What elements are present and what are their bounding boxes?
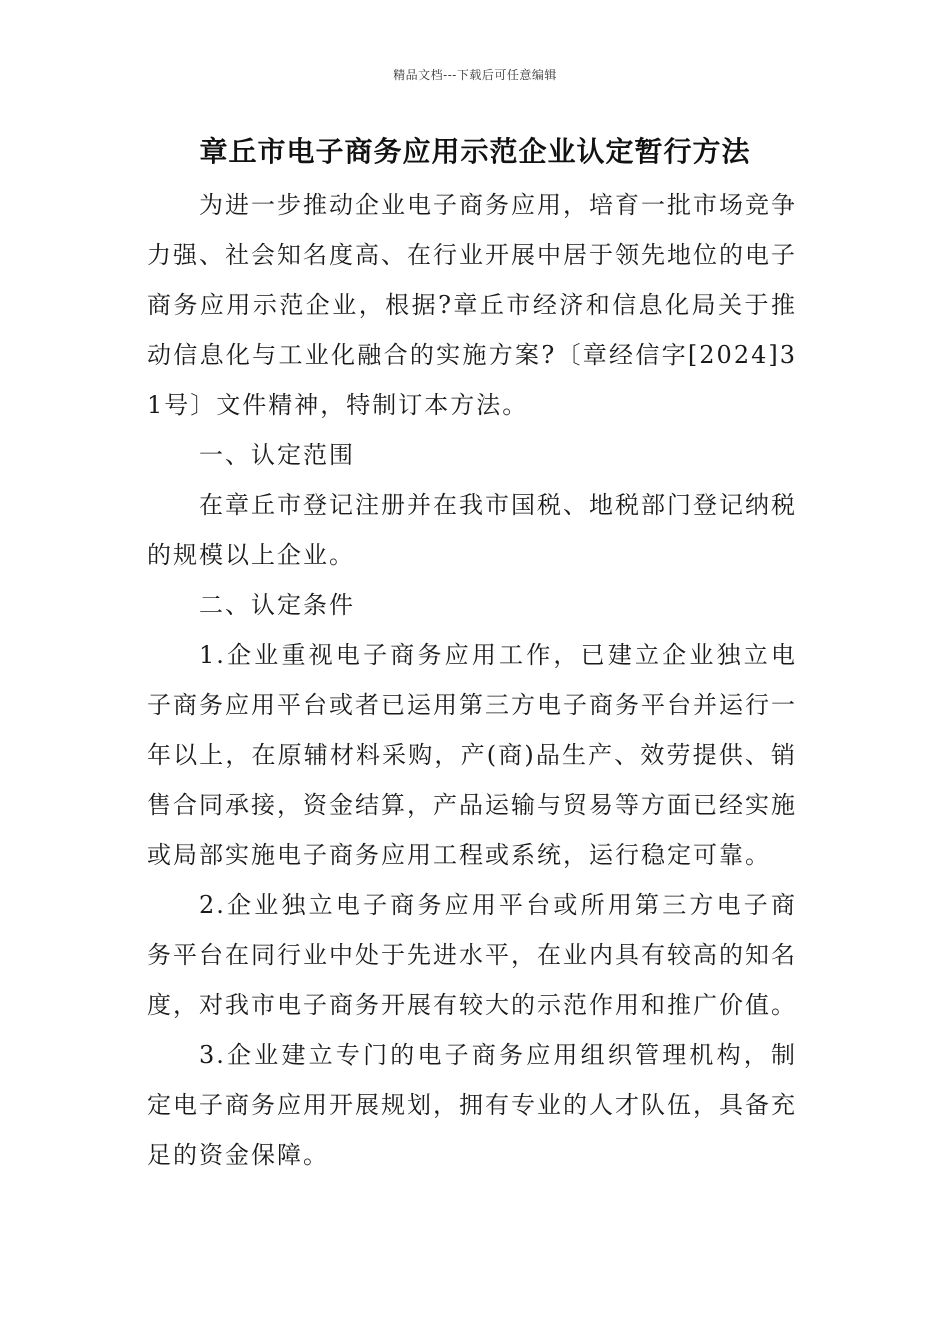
page-header-note: 精品文档---下载后可任意编辑 xyxy=(393,68,557,82)
condition-item-2: 2.企业独立电子商务应用平台或所用第三方电子商务平台在同行业中处于先进水平，在业内具有较高的知名度，对我市电子商务开展有较大的示范作用和推广价值。 xyxy=(147,891,797,1019)
document-title: 章丘市电子商务应用示范企业认定暂行方法 xyxy=(199,135,751,168)
condition-item-1: 1.企业重视电子商务应用工作，已建立企业独立电子商务应用平台或者已运用第三方电子商务平台并运行一年以上，在原辅材料采购，产(商)品生产、效劳提供、销售合同承接，资金结算，产品运输与贸易等方面已经实施或局部实施电子商务应用工程或系统，运行稳定可靠。 xyxy=(147,641,797,869)
document-body xyxy=(147,180,797,1180)
section-heading-scope: 一、认定范围 xyxy=(199,441,355,469)
scope-paragraph: 在章丘市登记注册并在我市国税、地税部门登记纳税的规模以上企业。 xyxy=(147,491,797,569)
condition-item-3: 3.企业建立专门的电子商务应用组织管理机构，制定电子商务应用开展规划，拥有专业的人才队伍，具备充足的资金保障。 xyxy=(147,1041,797,1169)
section-heading-conditions: 二、认定条件 xyxy=(199,591,355,619)
intro-paragraph: 为进一步推动企业电子商务应用，培育一批市场竞争力强、社会知名度高、在行业开展中居于领先地位的电子商务应用示范企业，根据?章丘市经济和信息化局关于推动信息化与工业化融合的实施方案?〔章经信字[2024]31号〕文件精神，特制订本方法。 xyxy=(147,191,797,419)
